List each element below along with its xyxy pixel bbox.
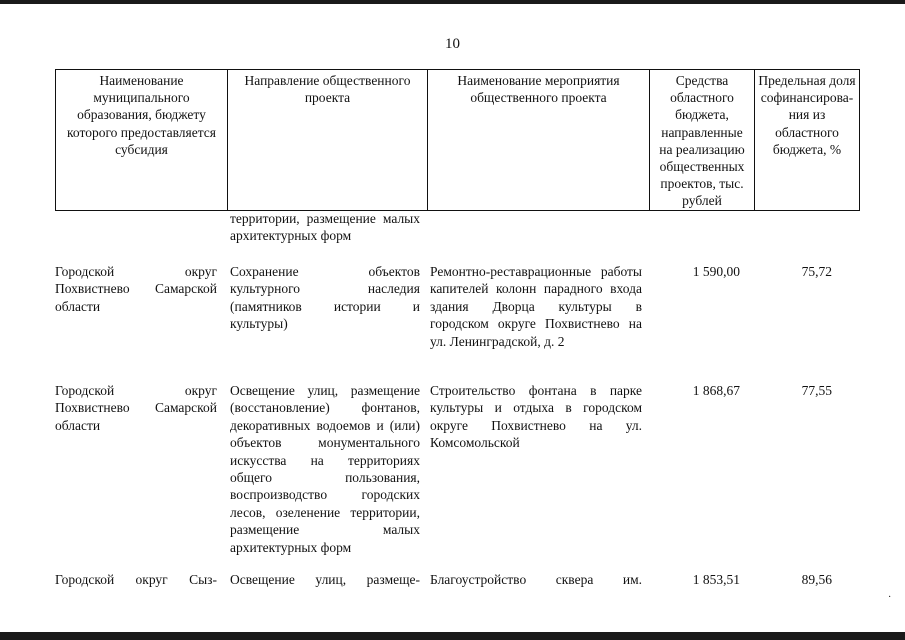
row-1-event: Ремонтно-реставрационные работы капителей колонн парадного входа здания Дворца культуры в городском округе Похвистнево на ул. Ленинградской, д. 2 [430, 264, 642, 349]
row-3-direction: Освещение улиц, размеще- [230, 572, 420, 587]
header-share: Предельная доля софинансирова-ния из областного бюджета, % [755, 70, 860, 211]
row-2-direction: Освещение улиц, размещение (восстановление) фонтанов, декоративных водоемов и (или) объектов монументального искусства на территориях общего пользования, воспроизводство городских лесов, озеленение территории, размещение малых архитектурных форм [230, 383, 420, 555]
row-3-share: 89,56 [801, 572, 832, 587]
header-municipality: Наименование муниципального образования, бюджету которого предоставляется субсидия [56, 70, 228, 211]
row-2-event: Строительство фонтана в парке культуры и отдыха в городском округе Похвистнево на ул. Комсомольской [430, 383, 642, 451]
header-event: Наименование мероприятия общественного проекта [428, 70, 650, 211]
table-header [55, 69, 860, 211]
row-1-direction: Сохранение объектов культурного наследия (памятников истории и культуры) [230, 264, 420, 332]
carryover-direction: территории, размещение малых архитектурных форм [230, 211, 420, 244]
row-3-event: Благоустройство сквера им. [430, 572, 642, 587]
header-funds: Средства областного бюджета, направленные на реализацию общественных проектов, тыс. рублей [650, 70, 755, 211]
row-1-municipality: Городской округ Похвистнево Самарской области [55, 264, 217, 314]
scan-top-border [0, 0, 905, 4]
scan-speck: · [888, 592, 892, 603]
row-3-funds: 1 853,51 [692, 572, 740, 587]
page-number: 10 [445, 36, 460, 52]
header-direction: Направление общественного проекта [228, 70, 428, 211]
row-1-share: 75,72 [801, 264, 832, 279]
row-2-municipality: Городской округ Похвистнево Самарской области [55, 383, 217, 433]
row-1-funds: 1 590,00 [692, 264, 740, 279]
row-2-funds: 1 868,67 [692, 383, 740, 398]
row-3-municipality: Городской округ Сыз- [55, 572, 217, 587]
row-2-share: 77,55 [801, 383, 832, 398]
scan-bottom-border [0, 632, 905, 640]
